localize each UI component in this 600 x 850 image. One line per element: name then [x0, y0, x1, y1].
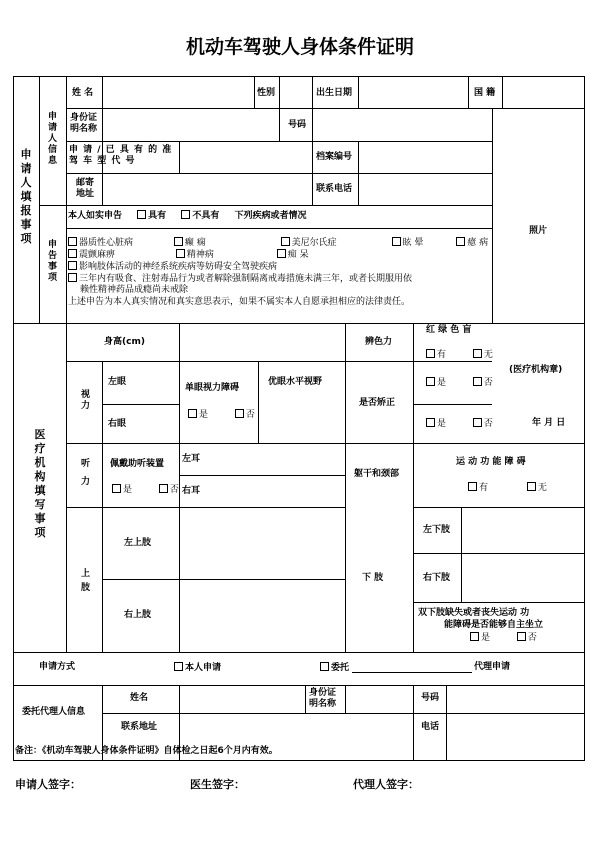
- corrected-label: 是否矫正: [359, 398, 396, 408]
- agent-id-doc-label: 身份证明名称: [309, 688, 337, 709]
- motor-label: 运 动 功 能 障 碍: [456, 457, 526, 467]
- agent-phone-label: 电话: [421, 722, 440, 732]
- applicant-signature[interactable]: 申请人签字：: [15, 778, 81, 791]
- id-number-label: 号码: [288, 120, 307, 130]
- disease-checkbox[interactable]: 癫 痫: [174, 238, 218, 248]
- corrected-right-no[interactable]: 否: [473, 419, 505, 429]
- agent-address-label: 联系地址: [121, 722, 158, 732]
- lower-missing-label-2: 能障碍是否能够自主坐立: [444, 620, 544, 630]
- sit-options: [470, 632, 561, 644]
- declare-no-option[interactable]: 不具有: [181, 211, 219, 221]
- lower-limb-label: 下 肢: [362, 573, 384, 583]
- agent-name-label: 姓名: [130, 693, 149, 703]
- disease-checkbox[interactable]: 美尼尔氏症: [281, 238, 349, 248]
- contact-phone-label: 联系电话: [316, 184, 353, 194]
- gender-label: 性别: [257, 88, 276, 98]
- motor-options: [468, 482, 571, 494]
- right-eye-label: 右眼: [108, 419, 127, 429]
- declaration-header: 本人如实申告 具有 不具有 下列疾病或者情况: [68, 211, 307, 221]
- form-title: 机动车驾驶人身体条件证明: [185, 36, 414, 58]
- photo-label: 照片: [529, 226, 548, 236]
- disease-checkbox[interactable]: 痴 呆: [277, 250, 321, 260]
- corrected-left-options: [426, 377, 517, 389]
- id-doc-label: 身份证明名称: [70, 113, 98, 134]
- corrected-left-no[interactable]: 否: [473, 378, 505, 388]
- agent-number-label: 号码: [421, 693, 440, 703]
- name-label: 姓 名: [72, 88, 94, 98]
- nationality-label: 国 籍: [474, 88, 496, 98]
- disease-checkbox[interactable]: 器质性心脏病: [68, 238, 145, 248]
- color-vision-label: 辨色力: [365, 337, 393, 347]
- hearing-aid-yes[interactable]: 是: [112, 485, 144, 495]
- date-label: 年 月 日: [532, 418, 566, 428]
- disease-row-2: [68, 249, 333, 261]
- hearing-aid-label: 佩戴助听装置: [110, 459, 165, 469]
- agent-apply-label: 代理申请: [474, 662, 511, 672]
- color-blind-no[interactable]: 无: [473, 350, 505, 360]
- birth-date-label: 出生日期: [316, 88, 353, 98]
- sit-yes[interactable]: 是: [470, 633, 502, 643]
- footnote: 备注：《机动车驾驶人身体条件证明》自体检之日起6个月内有效。: [15, 746, 278, 756]
- applicant-info-label: 申请人信息: [47, 112, 57, 166]
- apply-entrust-option[interactable]: 委托: [320, 662, 361, 674]
- lower-missing-label: 双下肢缺失或者丧失运动 功: [418, 608, 530, 618]
- left-ear-label: 左耳: [182, 454, 201, 464]
- entrust-blank-line[interactable]: [352, 672, 472, 673]
- trunk-neck-label: 躯干和颈部: [354, 469, 400, 479]
- agent-info-label: 委托代理人信息: [22, 707, 86, 717]
- disease-row-3[interactable]: 影响肢体活动的神经系统疾病等妨碍安全驾驶疾病: [68, 261, 289, 273]
- section-applicant-label: 申请人填报事项: [20, 148, 32, 245]
- monocular-options: [188, 409, 279, 421]
- motor-yes[interactable]: 有: [468, 483, 500, 493]
- apply-method-label: 申请方式: [39, 662, 76, 672]
- left-lower-label: 左下肢: [423, 525, 451, 535]
- hearing-label: 听力: [80, 459, 90, 487]
- section-medical-label: 医疗机构填写事项: [34, 428, 46, 539]
- better-eye-label: 优眼水平视野: [268, 377, 323, 387]
- declaration-label: 申告事项: [47, 240, 57, 283]
- file-number-label: 档案编号: [316, 152, 353, 162]
- sit-no[interactable]: 否: [517, 633, 549, 643]
- declare-yes-option[interactable]: 具有: [137, 211, 166, 221]
- motor-no[interactable]: 无: [527, 483, 559, 493]
- disease-checkbox[interactable]: 眩 晕: [392, 238, 436, 248]
- color-blind-label: 红 绿 色 盲: [426, 325, 472, 335]
- disease-checkbox[interactable]: 精神病: [176, 250, 226, 260]
- upper-limb-label: 上肢: [80, 569, 90, 593]
- hospital-seal-label: (医疗机构章): [509, 365, 563, 375]
- postal-address-label: 邮寄地址: [76, 178, 95, 199]
- doctor-signature[interactable]: 医生签字：: [190, 778, 245, 791]
- drug-history-line2: 赖性精神药品成瘾尚未戒除: [80, 285, 189, 295]
- right-upper-label: 右上肢: [124, 610, 152, 620]
- apply-self-option[interactable]: 本人申请: [174, 662, 233, 674]
- color-blind-yes[interactable]: 有: [426, 350, 458, 360]
- color-blind-options: [426, 349, 517, 361]
- left-upper-label: 左上肢: [124, 538, 152, 548]
- right-ear-label: 右耳: [182, 486, 201, 496]
- monocular-yes[interactable]: 是: [188, 410, 220, 420]
- license-type-label: 申 请 / 已 具 有 的 准 驾 车 型 代 号: [69, 145, 173, 166]
- hearing-aid-no[interactable]: 否: [159, 485, 191, 495]
- left-eye-label: 左眼: [108, 377, 127, 387]
- height-label: 身高(cm): [104, 337, 145, 347]
- vision-label: 视力: [80, 390, 90, 411]
- monocular-no[interactable]: 否: [235, 410, 267, 420]
- disease-checkbox[interactable]: 震颤麻痹: [68, 250, 127, 260]
- declaration-statement: 上述申告为本人真实情况和真实意思表示，如果不属实本人自愿承担相应的法律责任。: [68, 297, 411, 307]
- monocular-label: 单眼视力障碍: [185, 383, 240, 393]
- corrected-right-options: [426, 418, 517, 430]
- agent-signature[interactable]: 代理人签字：: [353, 778, 419, 791]
- drug-history-checkbox[interactable]: 三年内有吸食、注射毒品行为或者解除强制隔离戒毒措施未满三年，或者长期服用依: [68, 273, 424, 285]
- right-lower-label: 右下肢: [423, 573, 451, 583]
- corrected-left-yes[interactable]: 是: [426, 378, 458, 388]
- disease-row-1: [68, 237, 512, 249]
- corrected-right-yes[interactable]: 是: [426, 419, 458, 429]
- disease-checkbox[interactable]: 癔 病: [456, 238, 500, 248]
